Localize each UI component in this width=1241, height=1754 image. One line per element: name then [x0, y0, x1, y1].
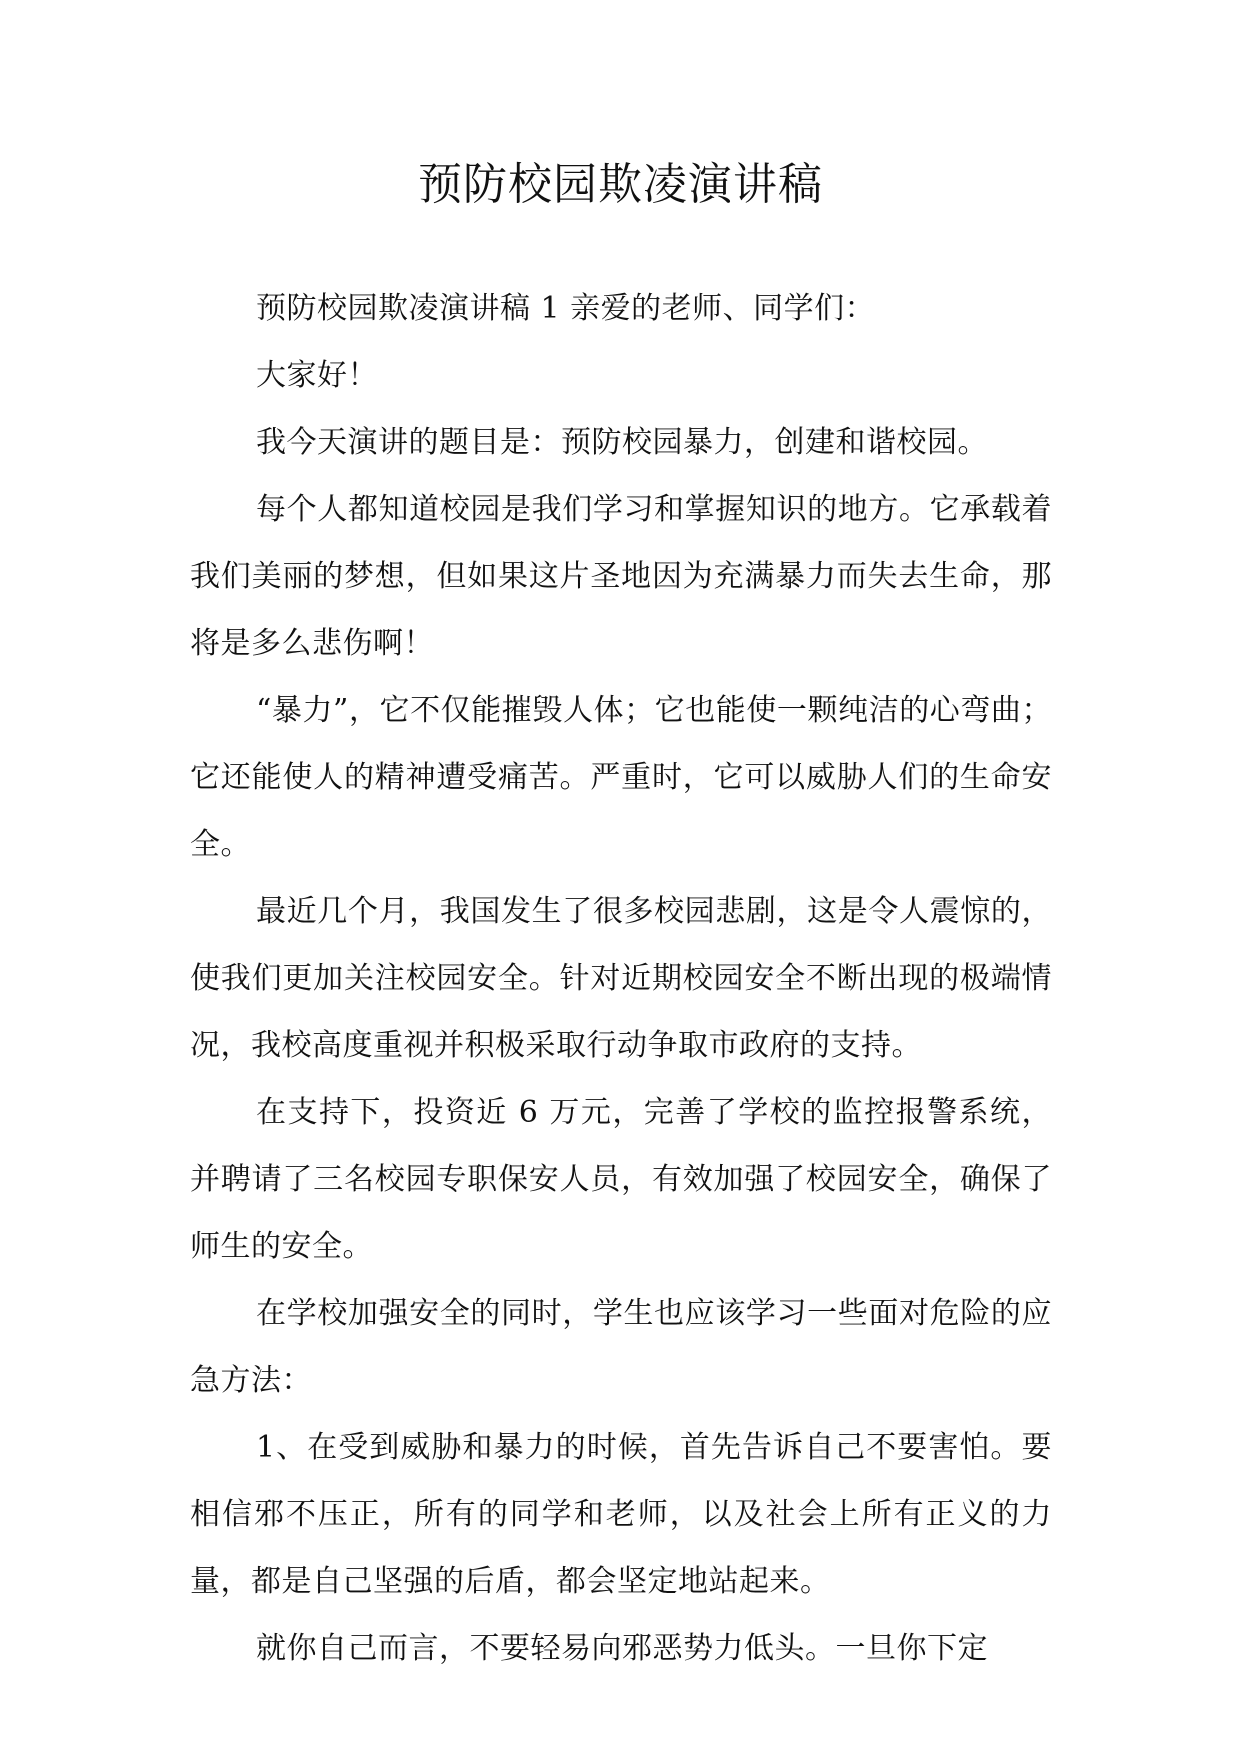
document-body	[190, 275, 1052, 1682]
paragraph-point-1: 1、在受到威胁和暴力的时候，首先告诉自己不要害怕。要相信邪不压正，所有的同学和老师，以及社会上所有正义的力量，都是自己坚强的后盾，都会坚定地站起来。	[190, 1430, 1052, 1599]
paragraph-campus: 每个人都知道校园是我们学习和掌握知识的地方。它承载着我们美丽的梦想，但如果这片圣地因为充满暴力而失去生命，那将是多么悲伤啊！	[190, 492, 1052, 661]
paragraph-topic: 我今天演讲的题目是：预防校园暴力，创建和谐校园。	[256, 425, 988, 460]
paragraph-violence: “暴力”，它不仅能摧毁人体；它也能使一颗纯洁的心弯曲；它还能使人的精神遭受痛苦。严重时，它可以威胁人们的生命安全。	[190, 693, 1052, 862]
document-title: 预防校园欺凌演讲稿	[418, 159, 823, 210]
paragraph-hello: 大家好！	[256, 358, 378, 393]
paragraph-resolve: 就你自己而言，不要轻易向邪恶势力低头。一旦你下定	[256, 1631, 988, 1666]
paragraph-greeting: 预防校园欺凌演讲稿 1 亲爱的老师、同学们：	[256, 291, 876, 326]
paragraph-tragedies: 最近几个月，我国发生了很多校园悲剧，这是令人震惊的，使我们更加关注校园安全。针对近期校园安全不断出现的极端情况，我校高度重视并积极采取行动争取市政府的支持。	[190, 894, 1052, 1063]
paragraph-investment: 在支持下，投资近 6 万元，完善了学校的监控报警系统，并聘请了三名校园专职保安人员，有效加强了校园安全，确保了师生的安全。	[190, 1095, 1052, 1264]
paragraph-emergency: 在学校加强安全的同时，学生也应该学习一些面对危险的应急方法：	[190, 1296, 1052, 1398]
